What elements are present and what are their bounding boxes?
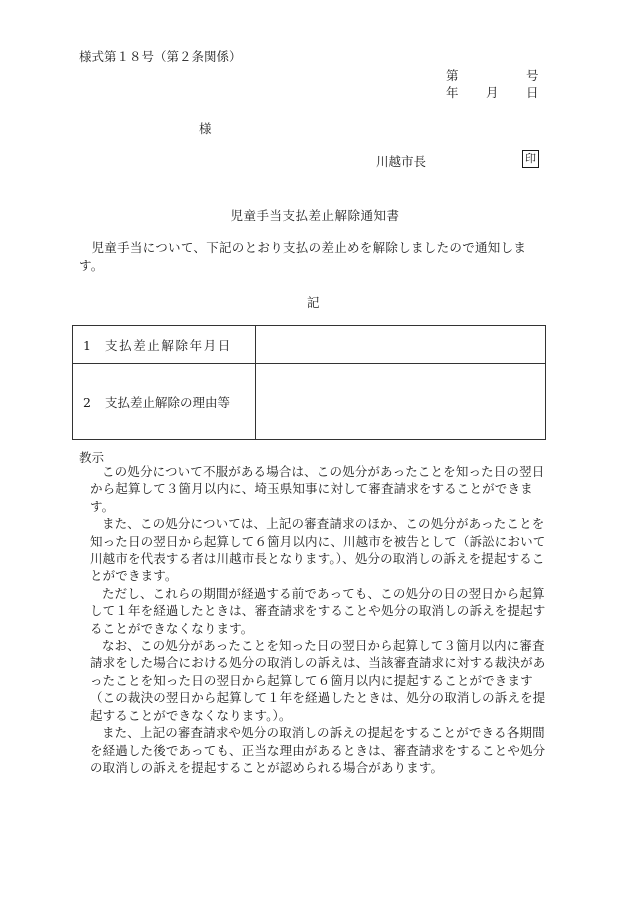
row-label-text: 支払差止解除年月日 bbox=[105, 337, 232, 353]
table-row bbox=[73, 326, 546, 364]
date-month: 月 bbox=[486, 85, 499, 100]
instruction-paragraph: また、上記の審査請求や処分の取消しの訴えの提起をすることができる各期間を経過した後であっても、正当な理由があるときは、審査請求をすることや処分の取消しの訴えを提起することが認められる場合があります。 bbox=[90, 725, 546, 775]
instruction-body bbox=[79, 463, 555, 776]
recipient-suffix: 様 bbox=[199, 121, 212, 136]
number-suffix: 号 bbox=[526, 68, 539, 83]
instruction-heading: 教示 bbox=[79, 450, 105, 465]
instruction-paragraph: この処分について不服がある場合は、この処分があったことを知った日の翌日から起算して３箇月以内に、埼玉県知事に対して審査請求をすることができます。 bbox=[90, 464, 545, 514]
intro-text: 児童手当について、下記のとおり支払の差止めを解除しましたので通知します。 bbox=[79, 240, 527, 273]
date-day: 日 bbox=[526, 85, 539, 100]
ki-mark: 記 bbox=[307, 295, 320, 310]
seal-box: 印 bbox=[522, 150, 539, 168]
row-value bbox=[256, 326, 546, 364]
number-prefix: 第 bbox=[446, 68, 459, 83]
table-row bbox=[73, 364, 546, 440]
row-label-text: 支払差止解除の理由等 bbox=[105, 394, 231, 410]
instruction-paragraph: なお、この処分があったことを知った日の翌日から起算して３箇月以内に審査請求をした場合における処分の取消しの訴えは、当該審査請求に対する裁決があったことを知った日の翌日から起算して６箇月以内に提起することができます（この裁決の翌日から起算して１年を経過したときは、処分の取消しの訴えを提起することができなくなります。）。 bbox=[90, 638, 546, 723]
row-value bbox=[256, 364, 546, 440]
document-title: 児童手当支払差止解除通知書 bbox=[230, 208, 400, 223]
row-number: 1 bbox=[83, 337, 91, 353]
instruction-paragraph: また、この処分については、上記の審査請求のほか、この処分があったことを知った日の翌日から起算して６箇月以内に、川越市を被告として（訴訟において川越市を代表する者は川越市長となります。）、処分の取消しの訴えを提起することができます。 bbox=[90, 516, 546, 584]
instruction-paragraph: ただし、これらの期間が経過する前であっても、この処分の日の翌日から起算して１年を経過したときは、審査請求をすることや処分の取消しの訴えを提起することができなくなります。 bbox=[90, 585, 546, 636]
row-number: 2 bbox=[83, 394, 91, 410]
row-label bbox=[73, 364, 256, 440]
items-table bbox=[72, 325, 546, 440]
form-number: 様式第１８号（第２条関係） bbox=[79, 49, 242, 64]
issuer: 川越市長 bbox=[376, 154, 427, 169]
date-year: 年 bbox=[446, 85, 459, 100]
row-label bbox=[73, 326, 256, 364]
